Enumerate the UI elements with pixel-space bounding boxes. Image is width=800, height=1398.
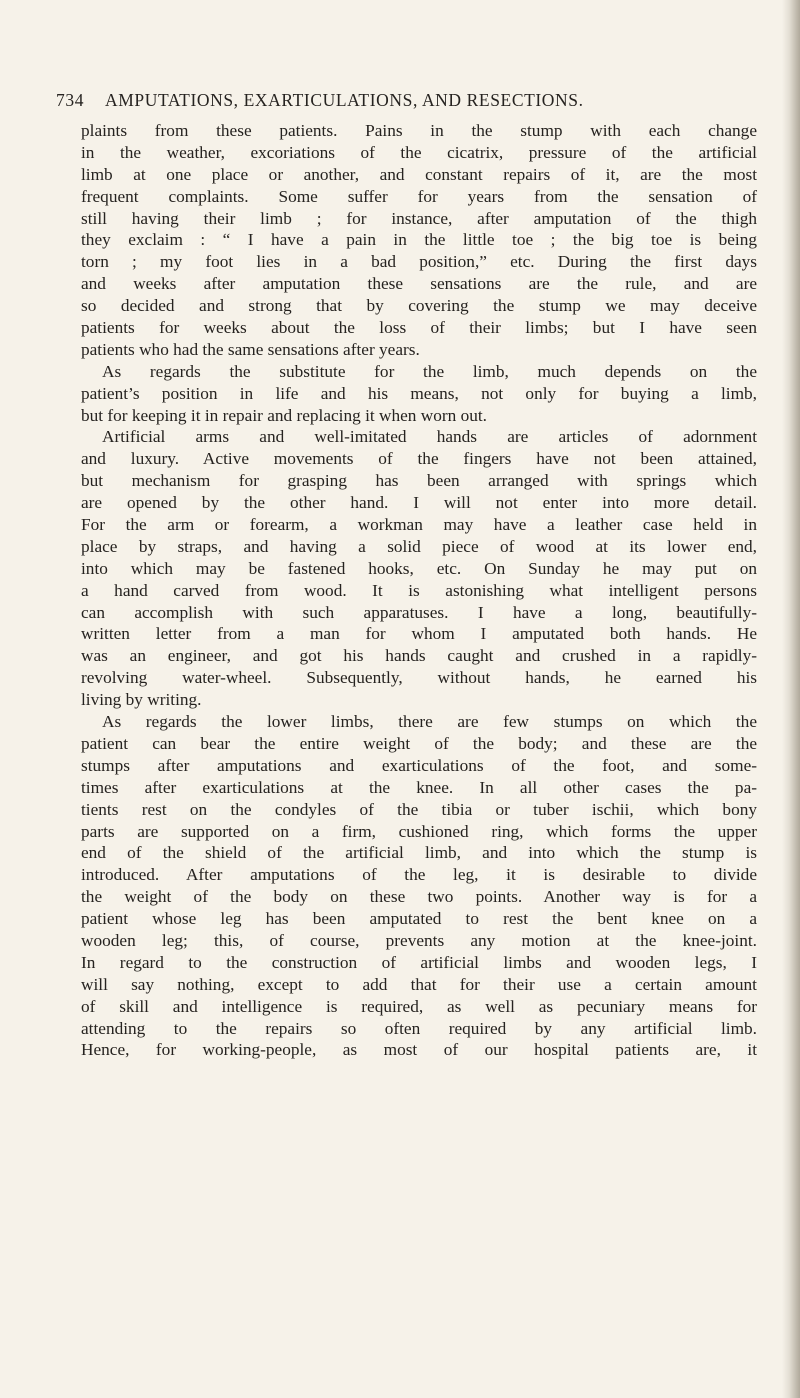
text-line: times after exarticulations at the knee. In all other cases the pa- (81, 777, 757, 797)
text-line: parts are supported on a firm, cushioned ring, which forms the upper (81, 821, 757, 841)
text-line: of skill and intelligence is required, as well as pecuniary means for (81, 996, 757, 1016)
paragraph (81, 711, 757, 1061)
text-line: a hand carved from wood. It is astonishing what intelligent persons (81, 580, 757, 600)
text-line: As regards the lower limbs, there are few stumps on which the (102, 712, 757, 732)
paragraph (81, 426, 757, 711)
text-line: patient whose leg has been amputated to rest the bent knee on a (81, 909, 757, 929)
text-line: and luxury. Active movements of the fingers have not been attained, (81, 449, 757, 469)
text-line: patient’s position in life and his means, not only for buying a limb, (81, 383, 757, 403)
text-line: revolving water-wheel. Subsequently, without hands, he earned his (81, 668, 757, 688)
text-line: was an engineer, and got his hands caught and crushed in a rapidly- (81, 646, 757, 666)
text-line: but for keeping it in repair and replacing it when worn out. (81, 405, 487, 425)
text-line: written letter from a man for whom I amputated both hands. He (81, 624, 757, 644)
text-line: will say nothing, except to add that for their use a certain amount (81, 974, 757, 994)
text-line: they exclaim : “ I have a pain in the little toe ; the big toe is being (81, 230, 757, 250)
text-line: in the weather, excoriations of the cicatrix, pressure of the artificial (81, 142, 757, 162)
text-line: attending to the repairs so often required by any artificial limb. (81, 1018, 757, 1038)
running-title: AMPUTATIONS, EXARTICULATIONS, AND RESECTIONS. (105, 90, 584, 110)
text-line: patients who had the same sensations after years. (81, 339, 420, 359)
text-line: still having their limb ; for instance, after amputation of the thigh (81, 208, 757, 228)
text-line: but mechanism for grasping has been arranged with springs which (81, 471, 757, 491)
text-line: and weeks after amputation these sensations are the rule, and are (81, 274, 757, 294)
text-line: into which may be fastened hooks, etc. On Sunday he may put on (81, 558, 757, 578)
text-line: For the arm or forearm, a workman may have a leather case held in (81, 515, 757, 535)
text-line: the weight of the body on these two points. Another way is for a (81, 887, 757, 907)
text-line: In regard to the construction of artificial limbs and wooden legs, I (81, 952, 757, 972)
text-line: patient can bear the entire weight of the body; and these are the (81, 733, 757, 753)
text-line: so decided and strong that by covering the stump we may deceive (81, 296, 757, 316)
running-header (56, 90, 756, 116)
page-number: 734 (56, 90, 85, 110)
text-line: plaints from these patients. Pains in the stump with each change (81, 121, 757, 140)
text-line: tients rest on the condyles of the tibia or tuber ischii, which bony (81, 799, 757, 819)
text-line: torn ; my foot lies in a bad position,” etc. During the first days (81, 252, 757, 272)
text-line: end of the shield of the artificial limb, and into which the stump is (81, 843, 757, 863)
text-line: are opened by the other hand. I will not enter into more detail. (81, 493, 757, 513)
text-line: can accomplish with such apparatuses. I have a long, beautifully- (81, 602, 757, 622)
text-line: As regards the substitute for the limb, much depends on the (102, 361, 757, 381)
text-line: Artificial arms and well-imitated hands are articles of adornment (102, 427, 757, 447)
paragraph (81, 120, 757, 361)
paragraph (81, 361, 757, 427)
page-edge-shadow (782, 0, 800, 1398)
text-line: limb at one place or another, and constant repairs of it, are the most (81, 164, 757, 184)
text-line: place by straps, and having a solid piece of wood at its lower end, (81, 536, 757, 556)
text-line: stumps after amputations and exarticulations of the foot, and some- (81, 755, 757, 775)
text-line: living by writing. (81, 690, 202, 710)
text-line: patients for weeks about the loss of their limbs; but I have seen (81, 318, 757, 338)
text-line: Hence, for working-people, as most of our hospital patients are, it (81, 1040, 757, 1060)
text-line: introduced. After amputations of the leg, it is desirable to divide (81, 865, 757, 885)
body-text (81, 120, 757, 1061)
text-line: frequent complaints. Some suffer for years from the sensation of (81, 186, 757, 206)
text-line: wooden leg; this, of course, prevents any motion at the knee-joint. (81, 930, 757, 950)
